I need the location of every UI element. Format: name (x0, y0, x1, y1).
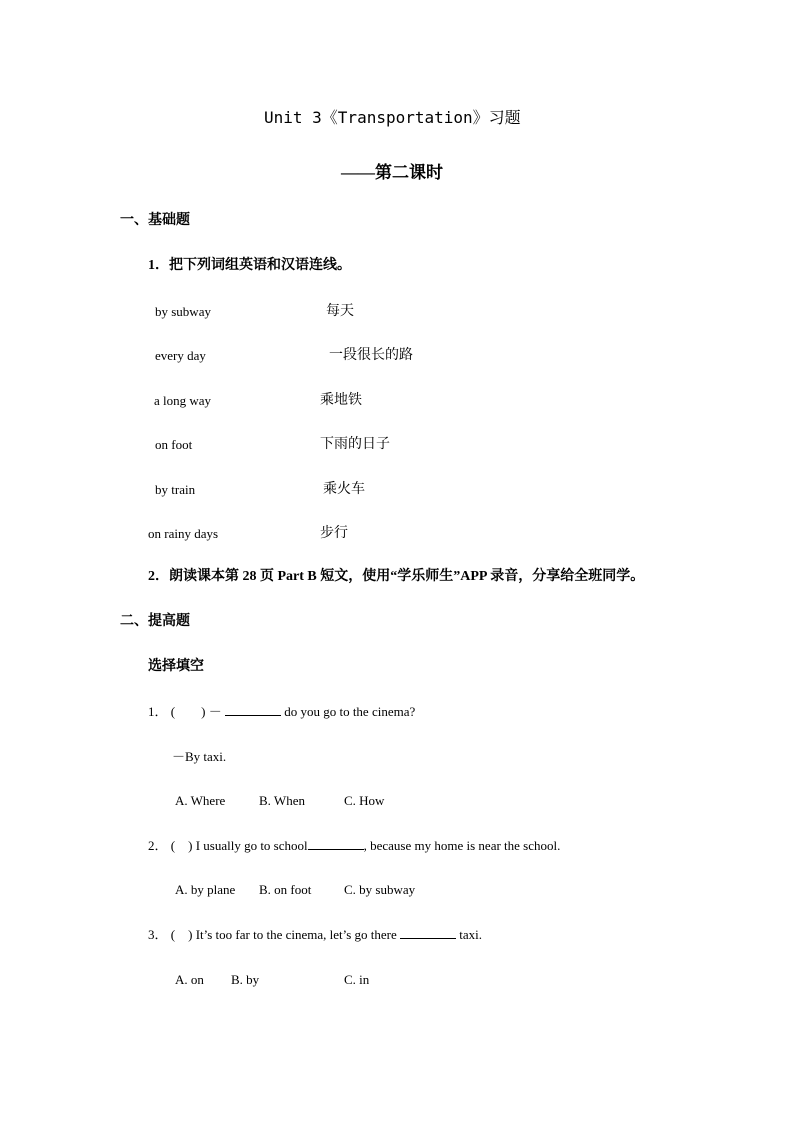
page-title: Unit 3《Transportation》习题 (264, 108, 521, 127)
match-chinese-item: 步行 (320, 525, 348, 541)
question-text: do you go to the cinema? (284, 704, 416, 719)
mc-question-2 (148, 839, 560, 852)
question-text: taxi. (459, 927, 483, 942)
option-a[interactable]: A. by plane (175, 882, 236, 897)
match-english-item: on rainy days (148, 526, 219, 541)
answer-blank[interactable] (225, 714, 281, 716)
option-b[interactable]: B. When (259, 793, 305, 808)
option-a[interactable]: A. on (175, 972, 204, 987)
match-chinese-item: 下雨的日子 (320, 436, 390, 452)
match-english-item: by subway (155, 304, 211, 319)
dialog-dash: － (208, 704, 222, 719)
answer-blank[interactable] (400, 937, 456, 939)
q1-prompt: 1．把下列词组英语和汉语连线。 (148, 258, 351, 273)
question-number: 1． (148, 704, 168, 719)
question-text: It’s too far to the cinema, let’s go there (195, 927, 397, 942)
question-text: , because my home is near the school. (363, 838, 561, 853)
answer-blank[interactable] (308, 848, 364, 850)
option-c[interactable]: C. in (344, 972, 370, 987)
section-advanced-heading: 二、提高题 (120, 614, 190, 629)
option-b[interactable]: B. by (231, 972, 260, 987)
page-subtitle: ——第二课时 (341, 163, 443, 182)
match-chinese-item: 每天 (326, 303, 354, 319)
section-basic-heading: 一、基础题 (120, 213, 190, 228)
question-number: 3． (148, 927, 168, 942)
q2-prompt: 2．朗读课本第 28 页 Part B 短文，使用“学乐师生”APP 录音，分享给全班同学。 (148, 569, 645, 584)
option-b[interactable]: B. on foot (259, 882, 312, 897)
option-c[interactable]: C. How (344, 793, 385, 808)
match-chinese-item: 乘地铁 (320, 392, 362, 408)
mc-question-1 (148, 705, 415, 718)
match-chinese-item: 一段很长的路 (329, 347, 413, 363)
match-english-item: a long way (154, 393, 212, 408)
match-english-item: by train (155, 482, 196, 497)
mc-question-3 (148, 928, 482, 941)
option-c[interactable]: C. by subway (344, 882, 416, 897)
choice-subheading: 选择填空 (148, 659, 204, 674)
dialog-reply: －By taxi. (172, 749, 227, 764)
answer-paren[interactable]: ( ) (170, 838, 193, 853)
match-english-item: on foot (155, 437, 193, 452)
question-number: 2． (148, 838, 168, 853)
match-english-item: every day (155, 348, 206, 363)
answer-paren[interactable]: ( ) (170, 927, 193, 942)
question-text: I usually go to school (195, 838, 308, 853)
answer-paren[interactable]: ( ) (170, 704, 206, 719)
match-chinese-item: 乘火车 (323, 481, 365, 497)
option-a[interactable]: A. Where (175, 793, 226, 808)
